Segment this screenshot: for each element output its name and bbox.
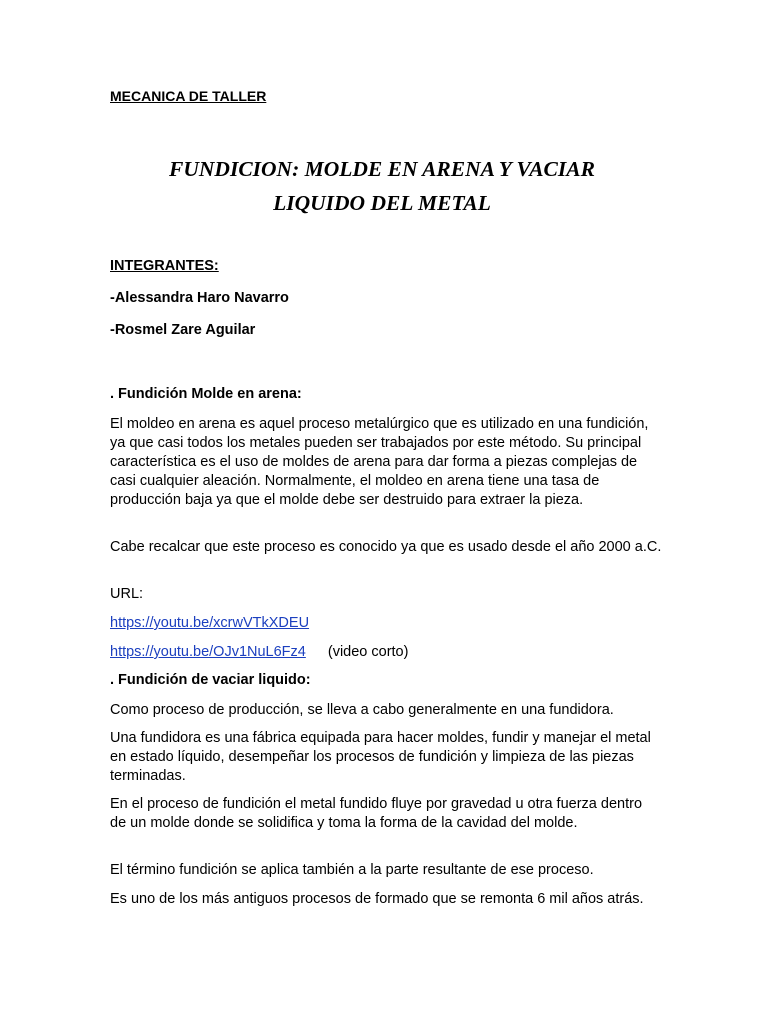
video-link-2[interactable]: https://youtu.be/OJv1NuL6Fz4 [110,644,306,660]
link-row-2 [110,643,662,662]
members-heading: INTEGRANTES: [110,258,219,274]
paragraph-foundry-definition: Una fundidora es una fábrica equipada para hacer moldes, fundir y manejar el metal en estado líquido, desempeñar los procesos de fundición y limpieza de las piezas terminadas. [110,730,651,784]
paragraph-casting-production: Como proceso de producción, se lleva a cabo generalmente en una fundidora. [110,702,614,718]
section-heading-sand-mold: . Fundición Molde en arena: [110,386,302,402]
video-link-note: (video corto) [327,644,409,660]
member-name-1: -Alessandra Haro Navarro [110,290,289,306]
link-row-1 [110,614,662,633]
course-heading: MECANICA DE TALLER [110,88,267,104]
document-title [110,152,654,220]
url-label: URL: [110,586,144,602]
title-line-2: LIQUIDO DEL METAL [273,191,491,215]
paragraph-casting-process: En el proceso de fundición el metal fundido fluye por gravedad u otra fuerza dentro de un molde donde se solidifica y toma la forma de la cavidad del molde. [110,796,643,831]
title-line-1: FUNDICION: MOLDE EN ARENA Y VACIAR [169,157,595,181]
section-heading-liquid-casting: . Fundición de vaciar liquido: [110,672,311,688]
video-link-1[interactable]: https://youtu.be/xcrwVTkXDEU [110,615,310,631]
paragraph-casting-term: El término fundición se aplica también a la parte resultante de ese proceso. [110,862,594,878]
paragraph-sand-mold-description: El moldeo en arena es aquel proceso metalúrgico que es utilizado en una fundición, ya que casi todos los metales pueden ser trabajados por este método. Su principal característica es el uso de moldes de arena para dar forma a piezas complejas de casi cualquier aleación. Normalmente, el moldeo en arena tiene una tasa de producción baja ya que el molde debe ser destruido para extraer la pieza. [110,416,649,508]
member-name-2: -Rosmel Zare Aguilar [110,322,256,338]
paragraph-sand-mold-history: Cabe recalcar que este proceso es conocido ya que es usado desde el año 2000 a.C. [110,539,662,555]
paragraph-casting-age: Es uno de los más antiguos procesos de formado que se remonta 6 mil años atrás. [110,891,644,907]
